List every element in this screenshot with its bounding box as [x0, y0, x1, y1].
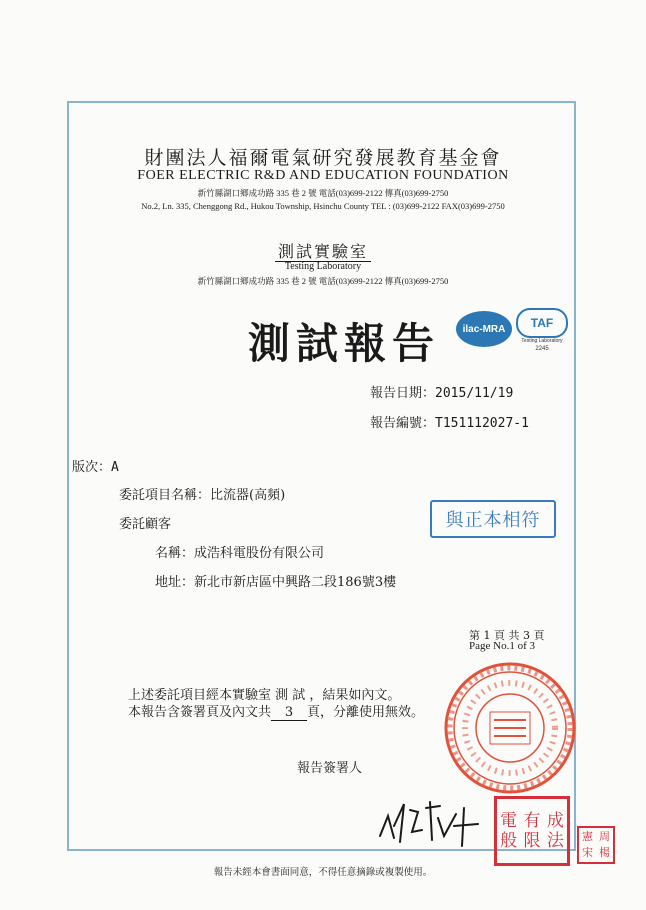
item-name-value: 比流器(高頻): [210, 488, 286, 503]
org-address-en: No.2, Ln. 335, Chenggong Rd., Hukou Township, Hsinchu County TEL : (03)699-2122 FAX(03)699-2750: [141, 201, 505, 211]
report-date-label: 報告日期：: [370, 386, 436, 401]
statement-line-2: [128, 701, 424, 721]
client-name-label: 名稱：: [155, 546, 195, 561]
seal-char: 周: [599, 830, 610, 843]
client-label: 委託顧客: [119, 517, 172, 532]
org-name-en: FOER ELECTRIC R&D AND EDUCATION FOUNDATION: [137, 168, 509, 183]
version-label: 版次：: [72, 460, 112, 475]
footer-notice: 報告未經本會書面同意，不得任意摘錄或複製使用。: [213, 867, 433, 878]
signer-label: 報告簽署人: [297, 761, 363, 776]
item-name-label: 委託項目名稱：: [119, 488, 211, 503]
seal-char: 有: [523, 811, 541, 831]
seal-char: 憲: [582, 830, 593, 843]
statement-pages: 3: [271, 705, 307, 721]
version: [72, 456, 119, 475]
statement-suffix: 頁，分離使用無效。: [307, 705, 425, 720]
org-address-zh: 新竹縣湖口鄉成功路 335 巷 2 號 電話(03)699-2122 傳真(03)699-2750: [197, 188, 449, 198]
taf-number: 2245: [535, 346, 549, 352]
seal-char: 宋: [582, 846, 593, 859]
statement-line-1: 上述委託項目經本實驗室 測 試 ，結果如內文。: [128, 688, 401, 703]
item-name: [119, 484, 285, 503]
report-date: [370, 382, 513, 401]
version-value: A: [111, 460, 119, 475]
seal-char: 成: [546, 811, 564, 831]
taf-logo: TAF: [516, 308, 568, 338]
seal-char: 楊: [599, 846, 610, 859]
client-name-value: 成浩科電股份有限公司: [194, 546, 325, 561]
report-number-value: T151112027-1: [435, 416, 529, 431]
page-number-zh: 第 1 頁 共 3 頁: [469, 629, 545, 642]
seal-char: 般: [500, 831, 518, 851]
report-number: [370, 412, 529, 431]
official-round-seal: [442, 660, 578, 796]
page-number-en: Page No.1 of 3: [469, 640, 535, 652]
client-name: [155, 542, 324, 561]
personal-seal: [577, 826, 615, 864]
lab-address: 新竹縣湖口鄉成功路 335 巷 2 號 電話(03)699-2122 傳真(03)699-2750: [197, 276, 449, 286]
client-address-label: 地址：: [155, 575, 195, 590]
signature-image: [374, 796, 484, 850]
lab-name-en: Testing Laboratory: [284, 261, 362, 272]
true-copy-stamp: 與正本相符: [430, 500, 556, 538]
ilac-mra-logo: ilac-MRA: [456, 311, 512, 347]
client-address-value: 新北市新店區中興路二段186號3樓: [194, 575, 397, 590]
company-square-seal: [494, 796, 570, 866]
taf-caption: Testing Laboratory: [521, 338, 563, 344]
client-address: [155, 571, 396, 590]
seal-char: 限: [523, 831, 541, 851]
statement-prefix: 本報告含簽署頁及內文共: [128, 705, 272, 720]
seal-char: 電: [500, 811, 518, 831]
report-number-label: 報告編號：: [370, 416, 436, 431]
seal-char: 法: [546, 831, 564, 851]
lab-name-zh-text: 測試實驗室: [275, 242, 371, 262]
org-name-zh: 財團法人福爾電氣研究發展教育基金會: [144, 147, 502, 169]
report-title: 測試報告: [248, 319, 441, 368]
report-date-value: 2015/11/19: [435, 386, 514, 401]
lab-name-zh: [0, 239, 646, 262]
